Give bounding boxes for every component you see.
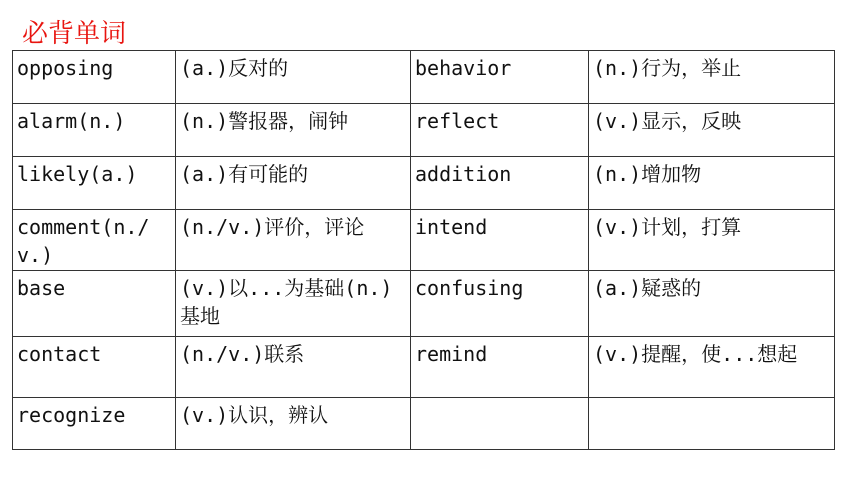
word-cell: confusing [411, 271, 589, 337]
table-row [13, 337, 835, 398]
table-row [13, 210, 835, 271]
word-cell: base [13, 271, 176, 337]
page-title: 必背单词 [22, 19, 127, 49]
definition-cell: (v.)以...为基础(n.)基地 [176, 271, 411, 337]
word-cell: remind [411, 337, 589, 398]
word-cell: behavior [411, 51, 589, 104]
table-row [13, 157, 835, 210]
definition-cell: (v.)计划，打算 [589, 210, 835, 271]
word-cell: comment(n./v.) [13, 210, 176, 271]
word-cell: alarm(n.) [13, 104, 176, 157]
table-row [13, 51, 835, 104]
word-cell: recognize [13, 398, 176, 450]
word-cell: addition [411, 157, 589, 210]
word-cell: reflect [411, 104, 589, 157]
definition-cell: (n.)警报器，闹钟 [176, 104, 411, 157]
definition-cell: (v.)显示，反映 [589, 104, 835, 157]
definition-cell: (n.)增加物 [589, 157, 835, 210]
definition-cell: (n.)行为，举止 [589, 51, 835, 104]
definition-cell: (n./v.)联系 [176, 337, 411, 398]
word-cell: contact [13, 337, 176, 398]
definition-cell: (v.)认识，辨认 [176, 398, 411, 450]
definition-cell: (a.)疑惑的 [589, 271, 835, 337]
definition-cell: (n./v.)评价，评论 [176, 210, 411, 271]
vocabulary-table [12, 50, 835, 450]
table-row [13, 398, 835, 450]
word-cell [411, 398, 589, 450]
definition-cell [589, 398, 835, 450]
word-cell: opposing [13, 51, 176, 104]
table-row [13, 104, 835, 157]
word-cell: intend [411, 210, 589, 271]
table-row [13, 271, 835, 337]
word-cell: likely(a.) [13, 157, 176, 210]
definition-cell: (a.)反对的 [176, 51, 411, 104]
definition-cell: (a.)有可能的 [176, 157, 411, 210]
definition-cell: (v.)提醒，使...想起 [589, 337, 835, 398]
